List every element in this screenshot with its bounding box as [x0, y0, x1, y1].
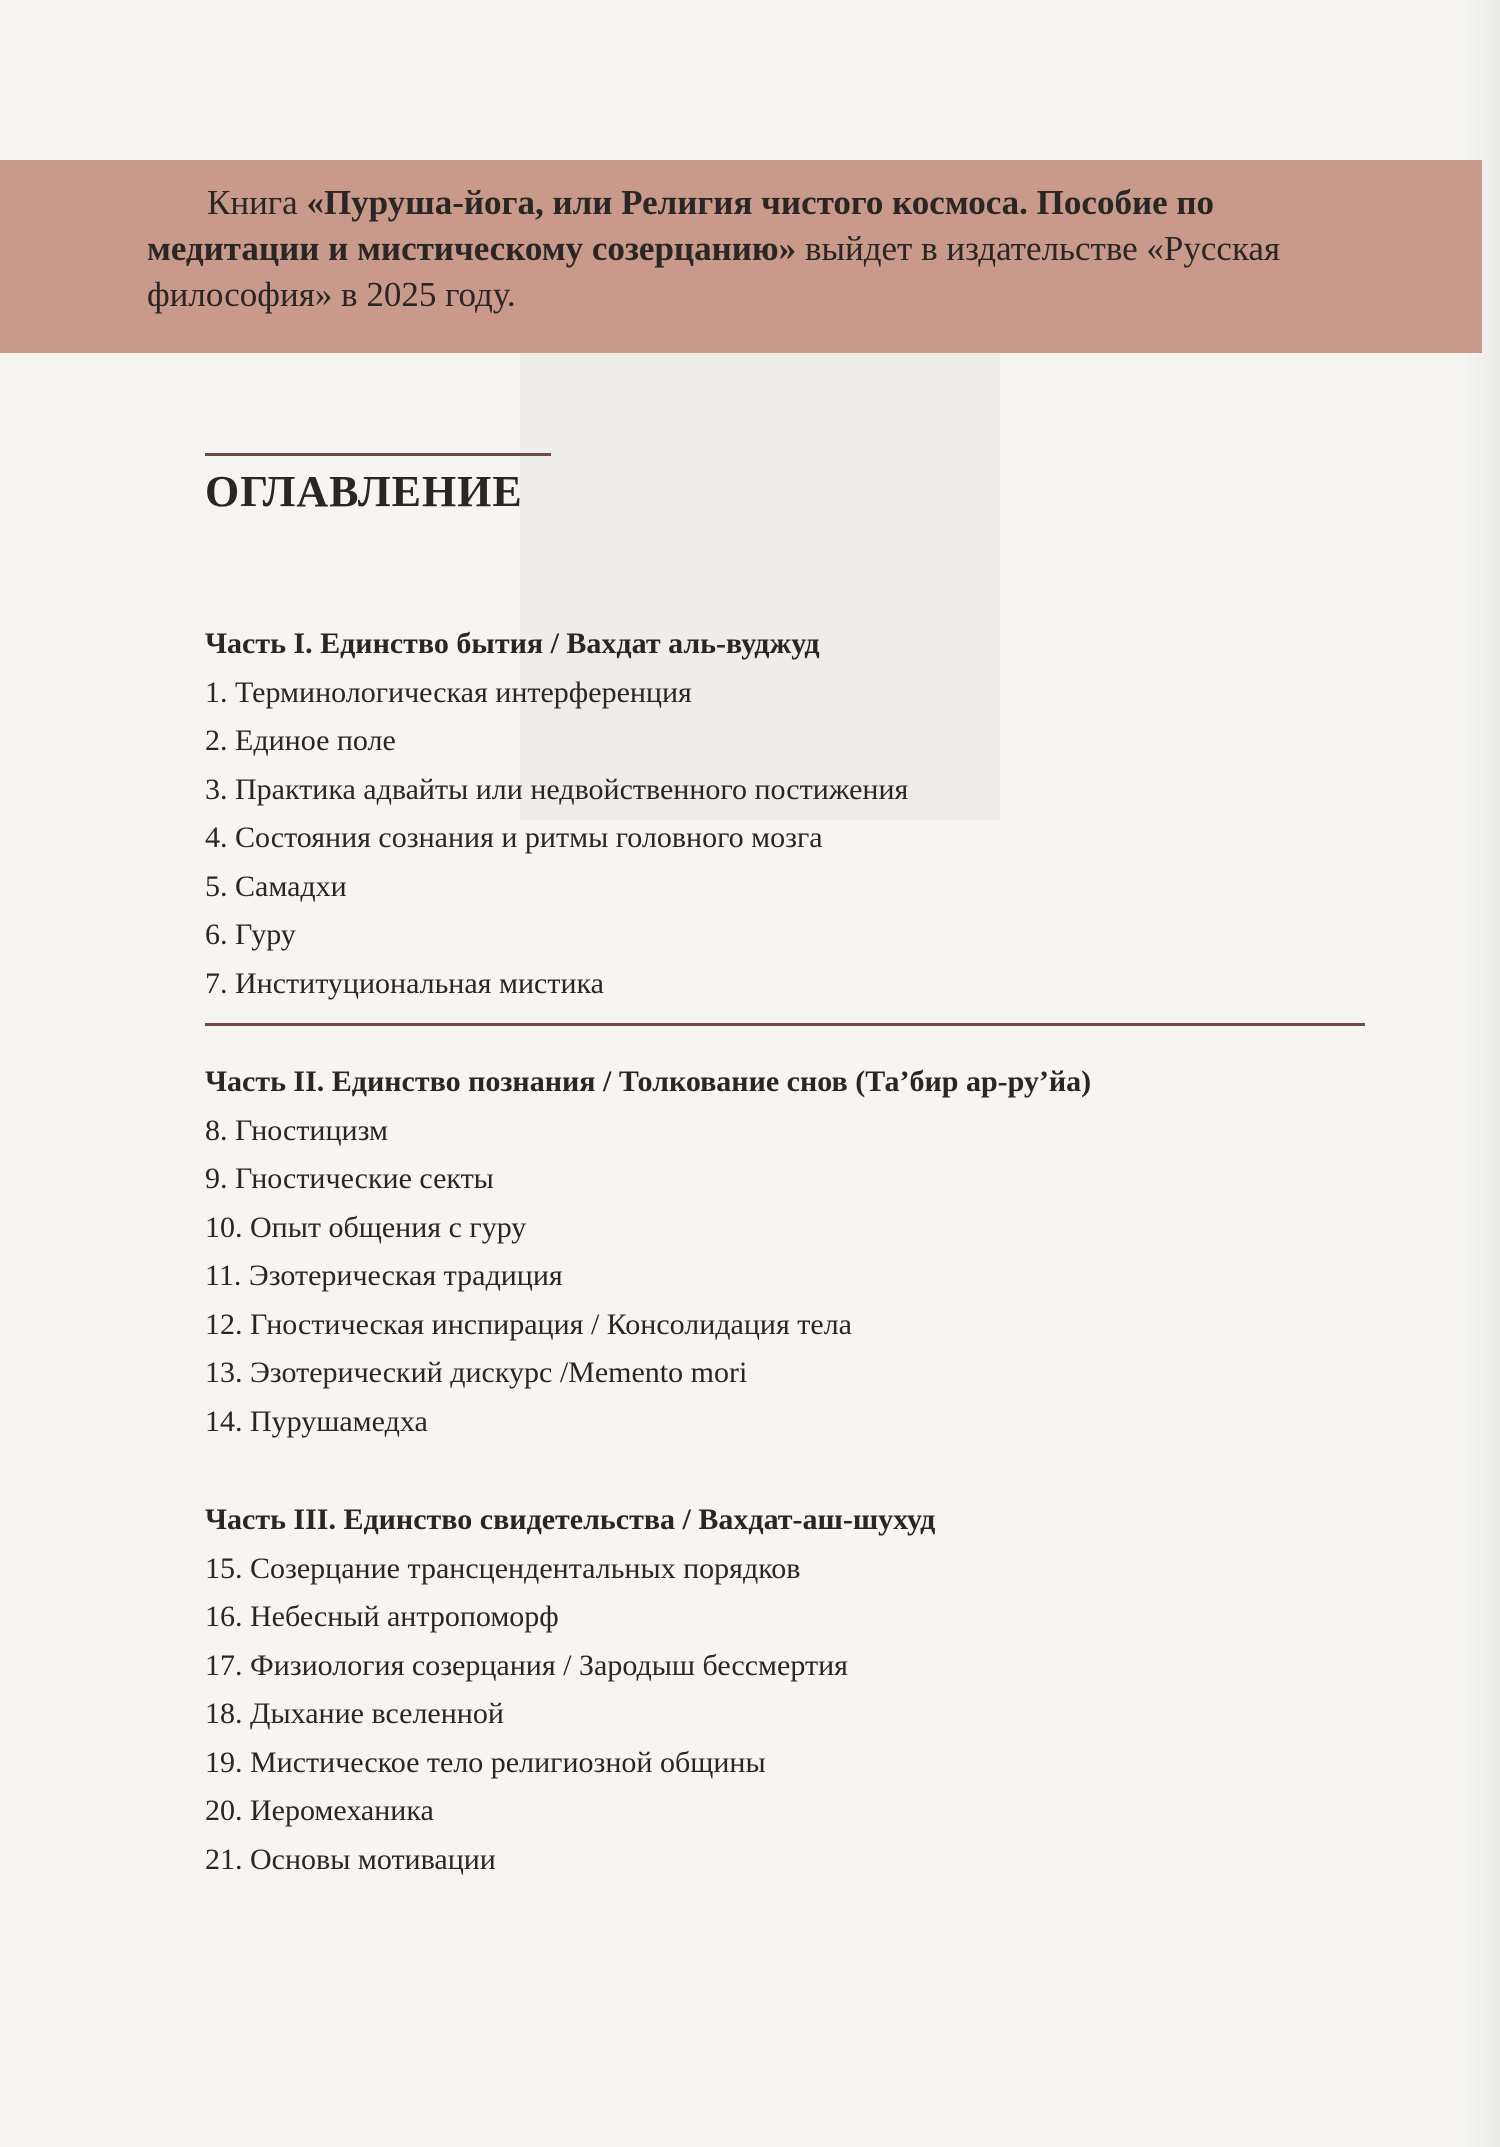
toc-item: 5. Самадхи [205, 869, 347, 903]
toc-title-rule [205, 453, 551, 456]
toc-item: 21. Основы мотивации [205, 1842, 496, 1876]
toc-item: 14. Пурушамедха [205, 1404, 428, 1438]
part-heading: Часть I. Единство бытия / Вахдат аль-вуджуд [205, 627, 820, 660]
toc-item: 2. Единое поле [205, 724, 396, 757]
toc-item: 7. Институциональная мистика [205, 966, 604, 1000]
toc-item: 15. Созерцание трансцендентальных порядков [205, 1551, 801, 1585]
toc-item: 17. Физиология созерцания / Зародыш бессмертия [205, 1648, 848, 1682]
toc-title: ОГЛАВЛЕНИЕ [205, 467, 523, 516]
toc-item: 12. Гностическая инспирация / Консолидация тела [205, 1307, 852, 1341]
toc-item: 19. Мистическое тело религиозной общины [205, 1745, 766, 1779]
toc-item: 4. Состояния сознания и ритмы головного мозга [205, 821, 823, 854]
part-heading: Часть III. Единство свидетельства / Вахдат-аш-шухуд [205, 1503, 936, 1536]
toc-part-2 [205, 1058, 1365, 1446]
part-heading: Часть II. Единство познания / Толкование снов (Та’бир ар-ру’йа) [205, 1065, 1092, 1098]
toc-item: 3. Практика адвайты или недвойственного постижения [205, 772, 909, 806]
toc-item: 18. Дыхание вселенной [205, 1697, 504, 1730]
toc-part-1 [205, 620, 1365, 1008]
toc-part-3 [205, 1496, 1365, 1884]
toc-item: 20. Иеромеханика [205, 1794, 434, 1827]
toc-item: 6. Гуру [205, 918, 296, 951]
announcement-book-title: «Пуруша-йога, или Религия чистого космоса. Пособие по медитации и мистическому созерцанию» [147, 183, 1215, 268]
toc-item: 10. Опыт общения с гуру [205, 1210, 527, 1244]
toc-item: 8. Гностицизм [205, 1113, 389, 1147]
toc-item: 16. Небесный антропоморф [205, 1600, 559, 1633]
announcement-text [147, 180, 1392, 318]
toc-item: 11. Эзотерическая традиция [205, 1259, 563, 1292]
toc-item: 1. Терминологическая интерференция [205, 675, 692, 709]
toc-item: 9. Гностические секты [205, 1162, 494, 1195]
announcement-suffix: выйдет в издательстве «Русская философия» в 2025 году. [147, 229, 1281, 314]
announcement-prefix: Книга [207, 183, 307, 222]
part-divider [205, 1023, 1365, 1026]
toc-item: 13. Эзотерический дискурс /Memento mori [205, 1356, 748, 1389]
